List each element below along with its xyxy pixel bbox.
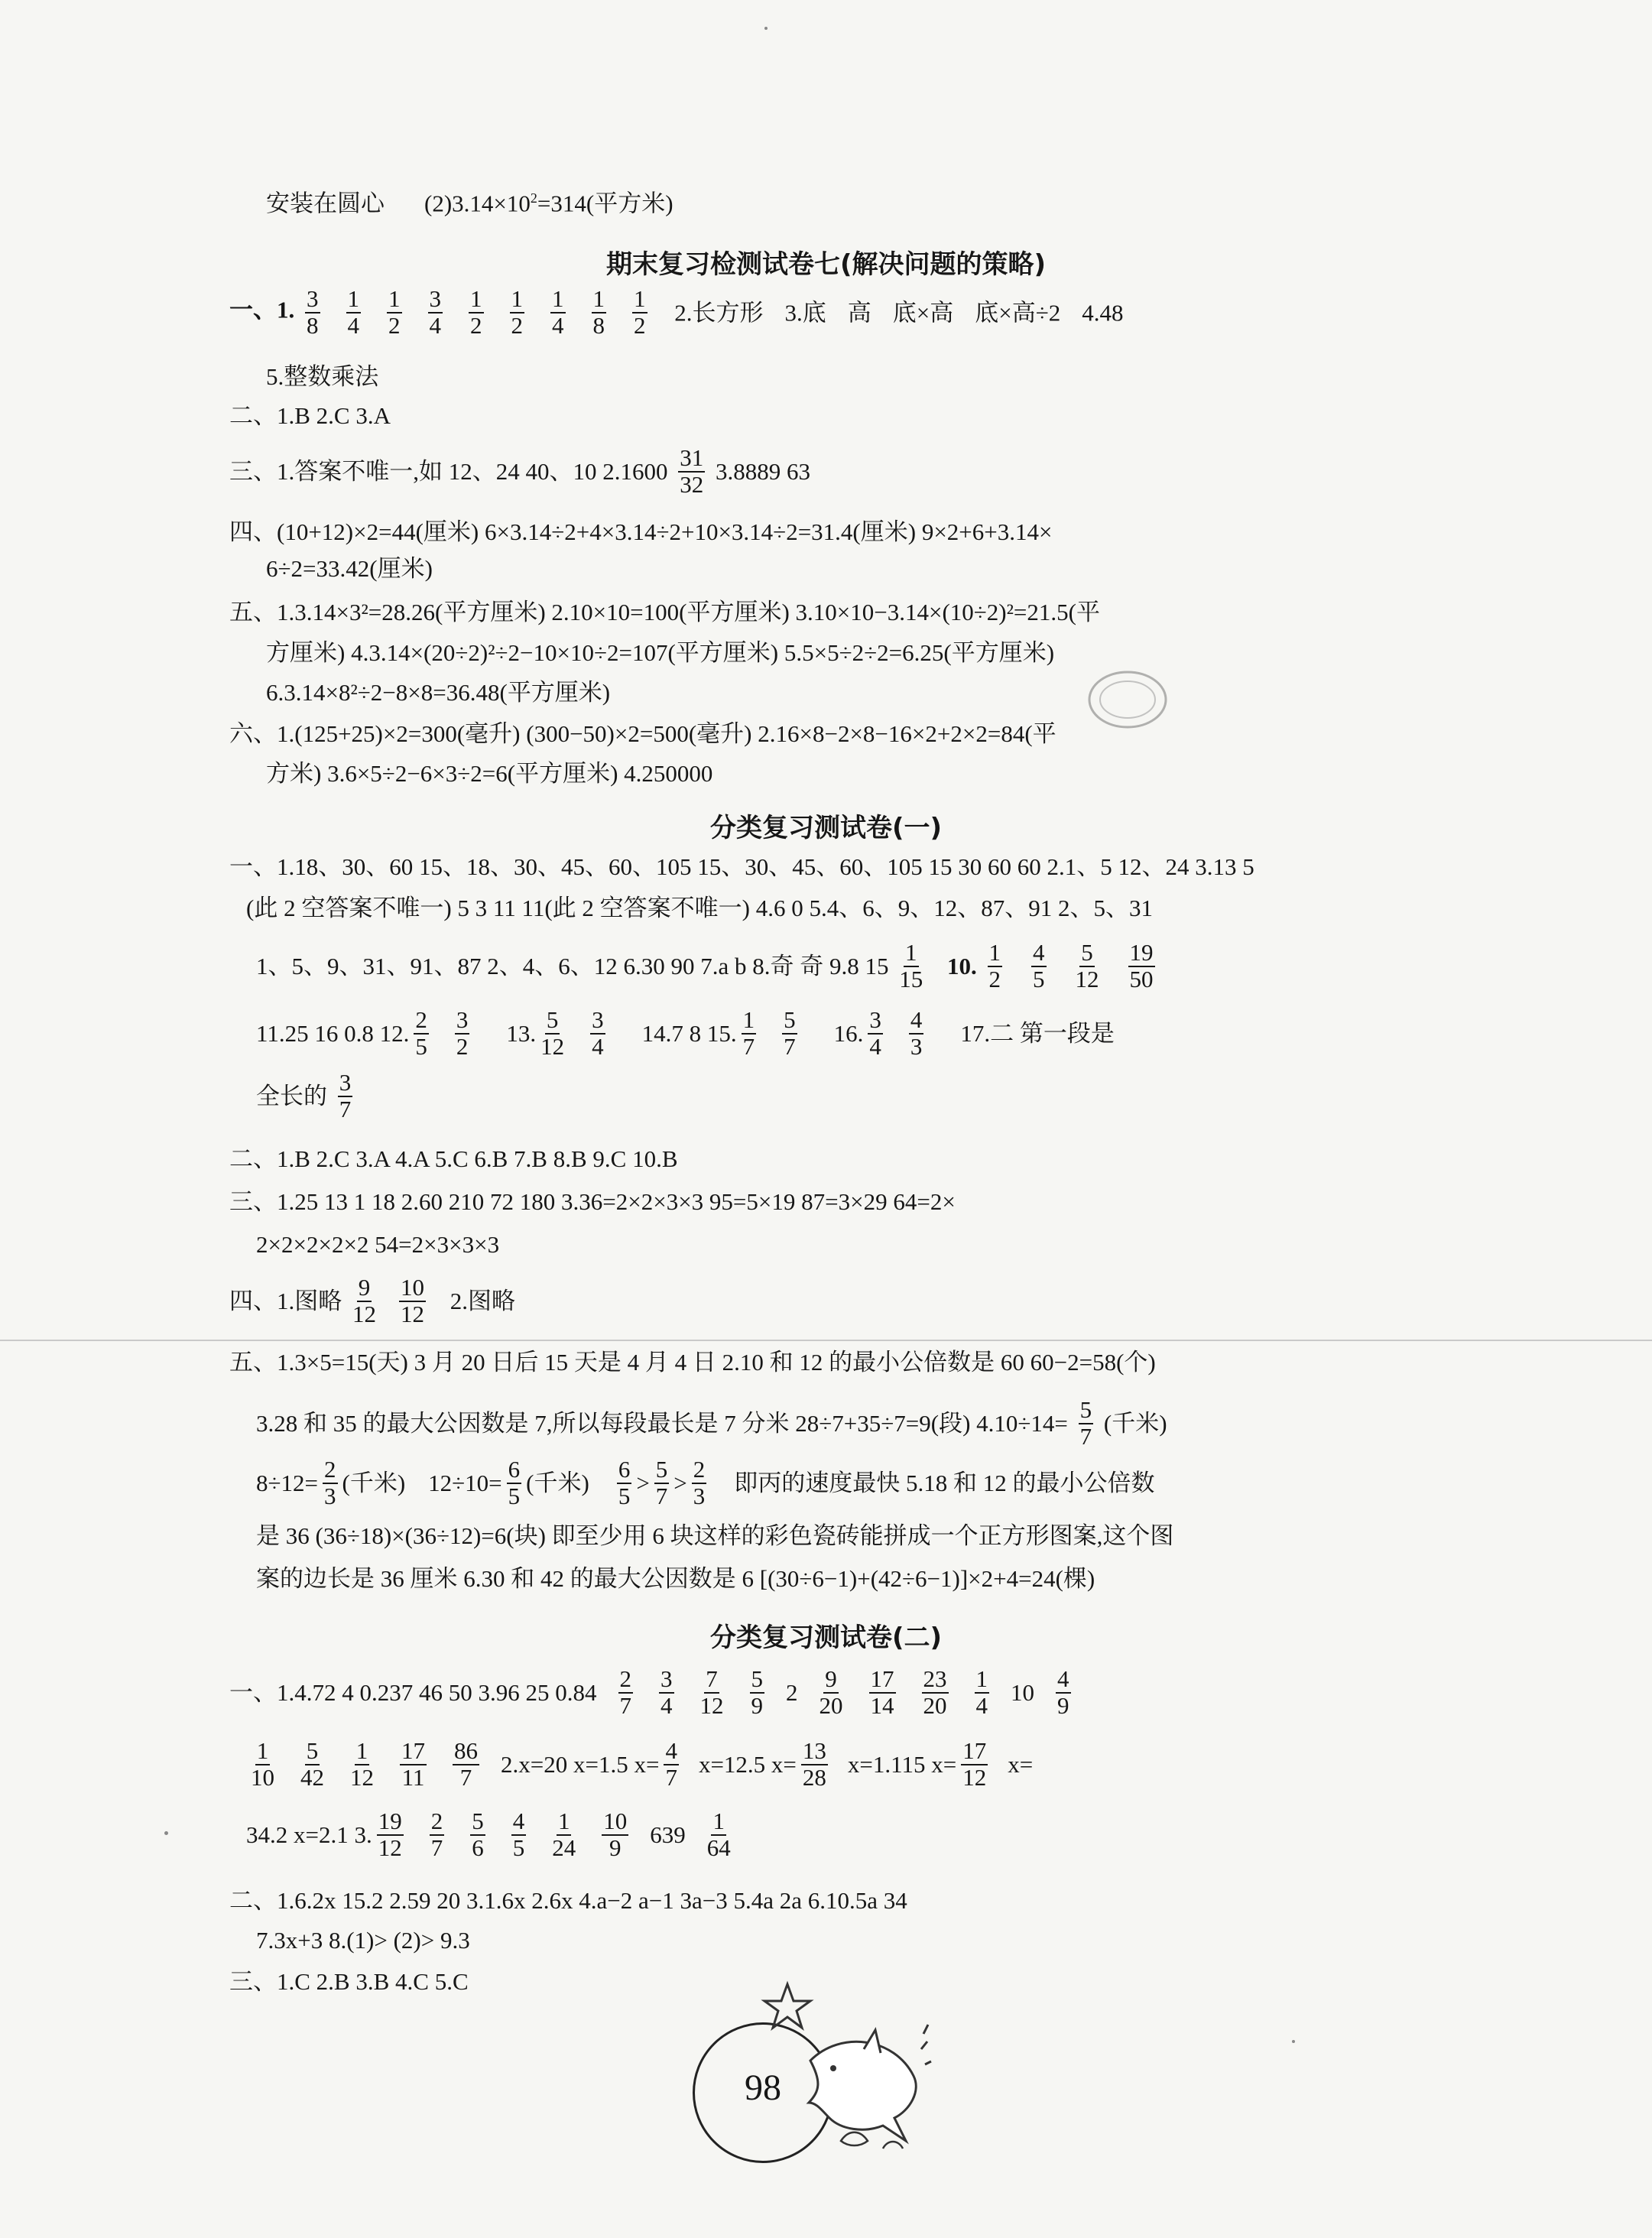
fraction	[664, 1739, 679, 1790]
numerator: 2	[430, 1808, 443, 1834]
s1-row-8: 2×2×2×2×2 54=2×3×3×3	[256, 1231, 500, 1258]
denominator: 4	[975, 1691, 988, 1719]
denominator: 7	[665, 1763, 677, 1791]
fraction	[511, 1809, 527, 1860]
text-segment: x=1.115 x=	[847, 1751, 957, 1778]
numerator: 1	[347, 285, 359, 312]
fraction	[801, 1739, 828, 1790]
fraction	[305, 287, 320, 338]
numerator: 5	[546, 1006, 559, 1033]
text-segment: 全长的	[256, 1083, 327, 1110]
fraction	[323, 1457, 338, 1509]
answer-item: 高	[847, 299, 871, 326]
fraction	[300, 1739, 324, 1790]
denominator: 12	[962, 1763, 987, 1791]
fraction-group	[348, 1274, 444, 1327]
question-number: 一、1.	[229, 296, 295, 323]
denominator: 7	[459, 1763, 472, 1791]
answer-group	[674, 297, 1144, 326]
denominator: 12	[540, 1032, 565, 1060]
fraction	[352, 1275, 376, 1327]
denominator: 7	[742, 1032, 755, 1060]
numerator: 13	[802, 1737, 826, 1764]
text-segment: 安装在圆心	[266, 190, 385, 217]
fraction	[742, 1008, 757, 1059]
denominator: 9	[1057, 1691, 1069, 1719]
numerator: 3	[456, 1006, 469, 1033]
scan-speck	[164, 1831, 168, 1835]
numerator: 4	[1033, 939, 1045, 966]
numerator: 2	[693, 1456, 706, 1483]
s7-row-3: 二、1.B 2.C 3.A	[229, 402, 391, 429]
fraction	[1128, 940, 1155, 992]
scan-speck	[764, 27, 768, 30]
s2-row-2	[246, 1739, 1033, 1790]
answer-item: 底×高÷2	[975, 299, 1061, 326]
denominator: 5	[512, 1834, 525, 1861]
denominator: 28	[802, 1763, 826, 1791]
text-segment: 1、5、9、31、91、87 2、4、6、12 6.30 90 7.a b 8.奇 奇 9.8 15	[256, 953, 889, 980]
numerator: 6	[508, 1456, 521, 1483]
s7-row-10: 六、1.(125+25)×2=300(毫升) (300−50)×2=500(毫升) 2.16×8−2×8−16×2+2×2=84(平	[229, 720, 1056, 747]
numerator: 4	[1057, 1665, 1069, 1692]
denominator: 4	[869, 1032, 881, 1060]
denominator: 7	[619, 1691, 631, 1719]
s1-row-4	[256, 1008, 1130, 1059]
denominator: 9	[609, 1834, 622, 1861]
s7-row-1	[229, 287, 1144, 338]
fraction	[377, 1809, 404, 1860]
text-segment: 17.二 第一段是	[960, 1020, 1115, 1048]
denominator: 2	[470, 311, 482, 339]
s2-row-6: 三、1.C 2.B 3.B 4.C 5.C	[229, 1968, 469, 1995]
numerator: 17	[401, 1737, 425, 1764]
fraction	[868, 1008, 883, 1059]
answer-item: 底×高	[892, 299, 954, 326]
text-segment: 2.图略	[450, 1288, 515, 1315]
scan-speck	[1292, 2040, 1295, 2043]
text-segment: 一、1.4.72 4 0.237 46 50 3.96 25 0.84	[229, 1679, 597, 1707]
s2-row-5: 7.3x+3 8.(1)> (2)> 9.3	[256, 1927, 470, 1954]
numerator: 9	[825, 1665, 837, 1692]
denominator: 12	[378, 1834, 402, 1861]
fraction	[975, 1667, 990, 1718]
fraction	[909, 1008, 924, 1059]
page-fold-line	[0, 1340, 1652, 1341]
numerator: 4	[665, 1737, 677, 1764]
fraction	[346, 287, 362, 338]
denominator: 50	[1129, 965, 1154, 992]
denominator: 7	[430, 1834, 443, 1861]
fraction	[428, 287, 443, 338]
dolphin-icon	[809, 2041, 916, 2141]
numerator: 5	[1081, 939, 1093, 966]
fraction	[618, 1667, 634, 1718]
fraction	[922, 1667, 949, 1718]
numerator: 1	[975, 1665, 988, 1692]
numerator: 1	[634, 285, 646, 312]
answer-item: 2.长方形	[674, 299, 764, 326]
numerator: 5	[751, 1665, 763, 1692]
numerator: 10	[603, 1808, 628, 1834]
denominator: 4	[660, 1691, 673, 1719]
s1-row-7: 三、1.25 13 1 18 2.60 210 72 180 3.36=2×2×3×3 95=5×19 87=3×29 64=2×	[229, 1188, 956, 1215]
fraction	[988, 940, 1003, 992]
numerator: 23	[923, 1665, 947, 1692]
s1-row-14: 案的边长是 36 厘米 6.30 和 42 的最大公因数是 6 [(30÷6−1)+(42÷6−1)]×2+4=24(棵)	[256, 1565, 1095, 1592]
answer-item: 4.48	[1082, 299, 1124, 326]
continued-answer-line	[266, 191, 673, 215]
numerator: 17	[962, 1737, 987, 1764]
s1-row-12	[256, 1457, 1155, 1509]
denominator: 8	[592, 311, 605, 339]
denominator: 12	[350, 1763, 374, 1791]
superscript: 2	[530, 190, 537, 206]
numerator: 1	[592, 285, 605, 312]
numerator: 17	[870, 1665, 894, 1692]
text-segment: 639	[650, 1821, 686, 1849]
denominator: 8	[307, 311, 319, 339]
numerator: 5	[784, 1006, 796, 1033]
comparison-sign: >	[636, 1470, 650, 1497]
s1-row-6: 二、1.B 2.C 3.A 4.A 5.C 6.B 7.B 8.B 9.C 10.B	[229, 1145, 678, 1172]
text-segment: 16.	[833, 1020, 864, 1048]
text-segment: 12÷10=	[428, 1470, 502, 1497]
denominator: 7	[784, 1032, 796, 1060]
denominator: 5	[618, 1482, 631, 1509]
fraction	[750, 1667, 765, 1718]
fraction	[632, 287, 647, 338]
fraction	[1076, 940, 1099, 992]
text-segment: 即丙的速度最快 5.18 和 12 的最小公倍数	[734, 1470, 1155, 1497]
denominator: 4	[429, 311, 441, 339]
denominator: 14	[870, 1691, 894, 1719]
numerator: 3	[660, 1665, 673, 1692]
page-number: 98	[745, 2067, 781, 2108]
denominator: 7	[655, 1482, 668, 1509]
denominator: 2	[634, 311, 646, 339]
faint-stamp-seal	[1082, 661, 1173, 738]
numerator: 1	[256, 1737, 269, 1764]
denominator: 5	[415, 1032, 427, 1060]
numerator: 1	[552, 285, 564, 312]
text-segment: 14.7 8 15.	[641, 1020, 737, 1048]
denominator: 5	[1033, 965, 1045, 992]
fraction	[602, 1809, 628, 1860]
denominator: 5	[508, 1482, 521, 1509]
denominator: 3	[910, 1032, 923, 1060]
denominator: 11	[401, 1763, 425, 1791]
numerator: 3	[592, 1006, 604, 1033]
s1-row-1: 一、1.18、30、60 15、18、30、45、60、105 15、30、45、60、105 15 30 60 60 2.1、5 12、24 3.13 5	[229, 853, 1254, 880]
text-segment: x=12.5 x=	[698, 1751, 797, 1778]
fraction	[414, 1008, 429, 1059]
denominator: 12	[352, 1300, 376, 1327]
fraction	[617, 1457, 632, 1509]
fraction	[692, 1457, 707, 1509]
numerator: 7	[706, 1665, 718, 1692]
text-segment: 3.28 和 35 的最大公因数是 7,所以每段最长是 7 分米 28÷7+35÷7=9(段) 4.10÷14=	[256, 1410, 1068, 1437]
numerator: 4	[910, 1006, 923, 1033]
section-title-review-1: 分类复习测试卷(一)	[709, 813, 943, 843]
s7-row-4	[229, 446, 810, 497]
section-title-final-review-7: 期末复习检测试卷七(解决问题的策略)	[605, 249, 1047, 280]
fraction	[540, 1008, 564, 1059]
fraction	[659, 1667, 674, 1718]
numerator: 1	[557, 1808, 570, 1834]
s1-row-10: 五、1.3×5=15(天) 3 月 20 日后 15 天是 4 月 4 日 2.10 和 12 的最小公倍数是 60 60−2=58(个)	[229, 1349, 1156, 1376]
fraction	[899, 940, 923, 992]
fraction	[507, 1457, 522, 1509]
denominator: 2	[456, 1032, 469, 1060]
denominator: 24	[552, 1834, 576, 1861]
fraction	[707, 1809, 731, 1860]
fraction	[552, 1809, 576, 1860]
numerator: 3	[307, 285, 319, 312]
text-segment: 8÷12=	[256, 1470, 318, 1497]
fraction	[470, 1809, 485, 1860]
numerator: 10	[401, 1274, 424, 1301]
fraction	[592, 287, 607, 338]
fraction	[399, 1275, 426, 1327]
numerator: 2	[619, 1665, 631, 1692]
fraction	[654, 1457, 670, 1509]
text-segment: 10	[1011, 1679, 1034, 1707]
s1-row-11	[256, 1398, 1167, 1449]
denominator: 4	[347, 311, 359, 339]
fraction	[1056, 1667, 1071, 1718]
answer-item: 3.底	[784, 299, 826, 326]
comparison-sign: >	[673, 1470, 687, 1497]
star-icon	[764, 1984, 810, 2028]
numerator: 2	[415, 1006, 427, 1033]
fraction	[590, 1008, 605, 1059]
denominator: 20	[819, 1691, 843, 1719]
numerator: 19	[1129, 939, 1154, 966]
fraction	[820, 1667, 843, 1718]
section-title-review-2: 分类复习测试卷(二)	[709, 1622, 943, 1653]
fraction	[469, 287, 484, 338]
s7-row-2: 5.整数乘法	[266, 363, 379, 390]
numerator: 6	[618, 1456, 631, 1483]
denominator: 42	[300, 1763, 324, 1791]
fraction	[700, 1667, 724, 1718]
numerator: 3	[869, 1006, 881, 1033]
numerator: 9	[358, 1274, 371, 1301]
s7-row-11: 方米) 3.6×5÷2−6×3÷2=6(平方厘米) 4.250000	[266, 760, 713, 787]
s7-row-6: 6÷2=33.42(厘米)	[266, 555, 433, 582]
text-segment: 3.8889 63	[716, 458, 810, 486]
denominator: 3	[324, 1482, 336, 1509]
question-number: 10.	[947, 953, 977, 980]
denominator: 10	[251, 1763, 274, 1791]
text-segment: 2	[786, 1679, 798, 1707]
fraction	[453, 1739, 479, 1790]
numerator: 2	[324, 1456, 336, 1483]
fraction	[510, 287, 525, 338]
fraction: $\frac{3}{7}$	[339, 1069, 352, 1122]
fraction	[400, 1739, 427, 1790]
text-segment: (千米)	[342, 1470, 406, 1497]
fraction	[387, 287, 402, 338]
numerator: 1	[712, 1808, 725, 1834]
fraction-group	[300, 285, 669, 339]
denominator: 12	[401, 1300, 424, 1327]
denominator: 2	[388, 311, 401, 339]
numerator: 1	[470, 285, 482, 312]
numerator: 3	[429, 285, 441, 312]
denominator: 2	[511, 311, 523, 339]
text-segment: (千米)	[1103, 1410, 1167, 1437]
s1-row-3	[256, 940, 1180, 992]
s2-row-4: 二、1.6.2x 15.2 2.59 20 3.1.6x 2.6x 4.a−2 a−1 3a−3 5.4a 2a 6.10.5a 34	[229, 1887, 907, 1914]
denominator: 64	[706, 1834, 731, 1861]
text-segment: x=	[1008, 1751, 1034, 1778]
text-segment: (2)3.14×10	[424, 190, 531, 217]
fraction	[251, 1739, 274, 1790]
numerator: 5	[472, 1808, 484, 1834]
fraction-group	[894, 939, 941, 992]
text-segment: (千米)	[526, 1470, 589, 1497]
text-segment: 2.x=20 x=1.5 x=	[501, 1751, 660, 1778]
denominator: 4	[592, 1032, 604, 1060]
fraction	[782, 1008, 797, 1059]
s1-row-13: 是 36 (36÷18)×(36÷12)=6(块) 即至少用 6 块这样的彩色瓷砖能拼成一个正方形图案,这个图	[256, 1522, 1174, 1549]
fraction	[869, 1667, 896, 1718]
denominator: 9	[751, 1691, 763, 1719]
s7-row-8: 方厘米) 4.3.14×(20÷2)²÷2−10×10÷2=107(平方厘米) 5.5×5÷2÷2=6.25(平方厘米)	[266, 639, 1055, 666]
s2-row-1	[229, 1667, 1076, 1718]
denominator: 2	[988, 965, 1001, 992]
s7-row-7: 五、1.3.14×3²=28.26(平方厘米) 2.10×10=100(平方厘米) 3.10×10−3.14×(10÷2)²=21.5(平	[229, 599, 1100, 625]
fraction: $\frac{5}{7}$	[1079, 1396, 1092, 1450]
numerator: 1	[355, 1737, 368, 1764]
numerator: 5	[306, 1737, 319, 1764]
numerator: 1	[988, 939, 1001, 966]
numerator: 86	[454, 1737, 478, 1764]
numerator: 1	[388, 285, 401, 312]
numerator: 5	[655, 1456, 668, 1483]
s7-row-5: 四、(10+12)×2=44(厘米) 6×3.14÷2+4×3.14÷2+10×3.14÷2=31.4(厘米) 9×2+6+3.14×	[229, 518, 1053, 545]
numerator: 1	[742, 1006, 755, 1033]
text-segment: 四、1.图略	[229, 1288, 342, 1315]
s1-row-9	[229, 1275, 515, 1327]
s2-row-3	[246, 1809, 735, 1860]
denominator: 12	[699, 1691, 724, 1719]
numerator: 19	[378, 1808, 402, 1834]
fraction	[1031, 940, 1047, 992]
fraction	[961, 1739, 988, 1790]
text-segment: 34.2 x=2.1 3.	[246, 1821, 372, 1849]
text-segment: 11.25 16 0.8 12.	[256, 1020, 410, 1048]
fraction-group	[983, 939, 1180, 992]
fraction	[455, 1008, 470, 1059]
denominator: 4	[552, 311, 564, 339]
denominator: 12	[1075, 965, 1099, 992]
fraction	[550, 287, 566, 338]
s7-row-9: 6.3.14×8²÷2−8×8=36.48(平方厘米)	[266, 679, 611, 706]
s1-row-2: (此 2 空答案不唯一) 5 3 11 11(此 2 空答案不唯一) 4.6 0 5.4、6、9、12、87、91 2、5、31	[246, 895, 1153, 921]
s1-row-5	[256, 1070, 357, 1122]
denominator: 20	[923, 1691, 947, 1719]
numerator: 1	[511, 285, 523, 312]
text-segment: 13.	[506, 1020, 537, 1048]
numerator: 4	[512, 1808, 525, 1834]
text-segment: 三、1.答案不唯一,如 12、24 40、10 2.1600	[229, 458, 668, 486]
fraction	[350, 1739, 374, 1790]
fraction	[430, 1809, 445, 1860]
denominator: 15	[899, 965, 923, 992]
numerator: 1	[905, 939, 917, 966]
fraction: $\frac{31}{32}$	[680, 444, 704, 498]
dolphin-star-illustration	[749, 1977, 933, 2175]
denominator: 3	[693, 1482, 706, 1509]
text-segment: =314(平方米)	[537, 190, 673, 217]
denominator: 6	[472, 1834, 484, 1861]
